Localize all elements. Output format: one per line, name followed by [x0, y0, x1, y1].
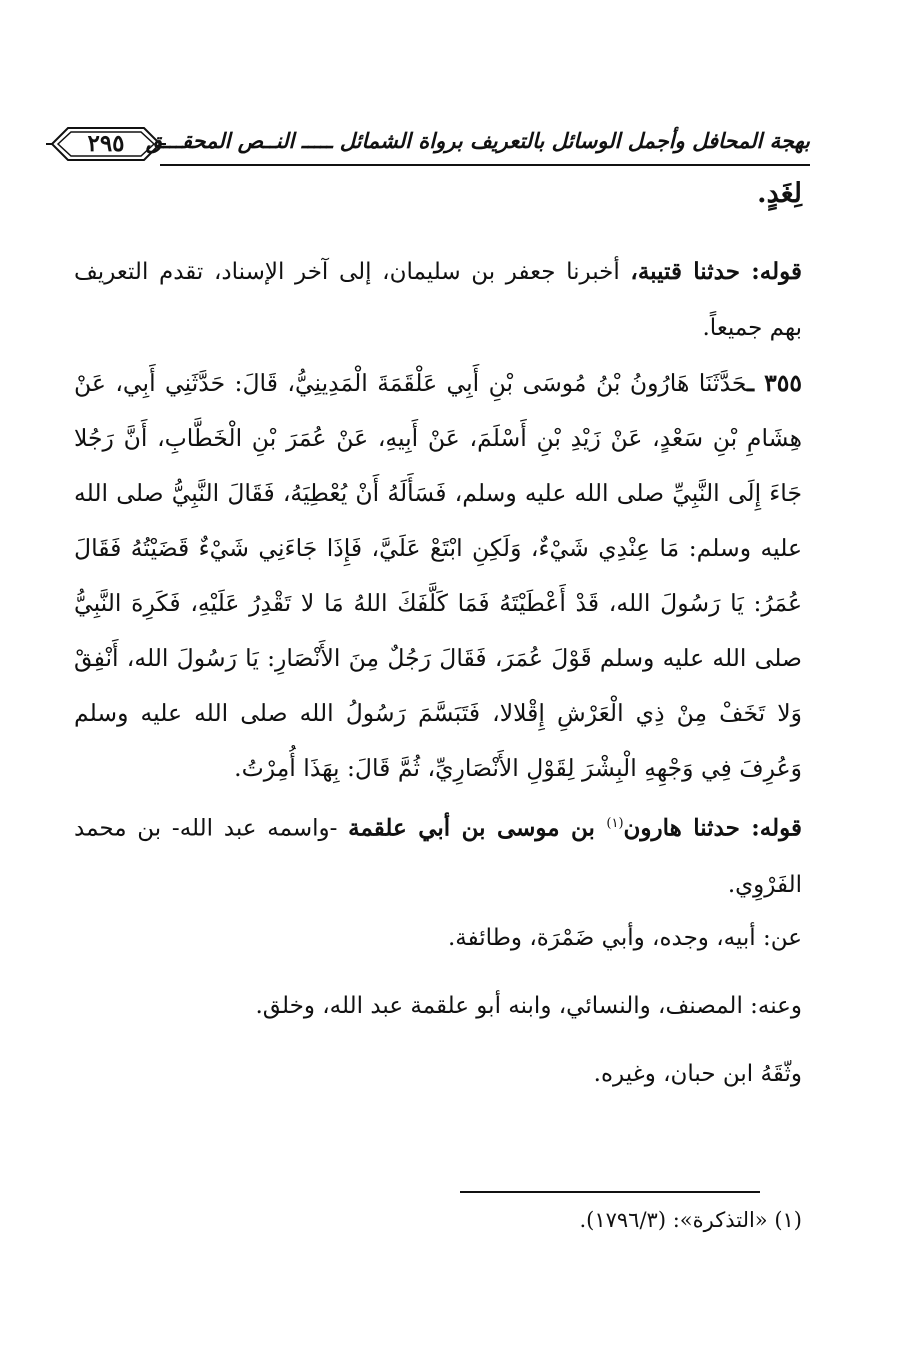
- paragraph-qutayba: [74, 244, 802, 356]
- paragraph-text: وثّقَهُ ابن حبان، وغيره.: [593, 1061, 802, 1087]
- paragraph-label: قوله: حدثنا قتيبة،: [630, 258, 802, 285]
- page-number: ٢٩٥: [87, 130, 125, 157]
- page-header: [40, 120, 810, 172]
- paragraph-students: [74, 978, 802, 1034]
- hadith-text: حَدَّثَنَا هَارُونُ بْنُ مُوسَى بْنِ أَبِي عَلْقَمَةَ الْمَدِينِيُّ، قَالَ: حَدَّثَنِي أَبِي، عَنْ هِشَامِ بْنِ سَعْدٍ، عَنْ زَيْدِ بْنِ أَسْلَمَ، عَنْ أَبِيهِ، عَنْ عُمَرَ بْنِ الْخَطَّابِ، أَنَّ رَجُلا جَاءَ إِلَى النَّبِيِّ صلى الله عليه وسلم، فَسَأَلَهُ أَنْ يُعْطِيَهُ، فَقَالَ النَّبِيُّ صلى الله عليه وسلم: مَا عِنْدِي شَيْءٌ، وَلَكِنِ ابْتَعْ عَلَيَّ، فَإِذَا جَاءَنِي شَيْءٌ قَضَيْتُهُ فَقَالَ عُمَرُ: يَا رَسُولَ الله، قَدْ أَعْطَيْتَهُ فَمَا كَلَّفَكَ اللهُ مَا لا تَقْدِرُ عَلَيْهِ، فَكَرِهَ النَّبِيُّ صلى الله عليه وسلم قَوْلَ عُمَرَ، فَقَالَ رَجُلٌ مِنَ الأَنْصَارِ: يَا رَسُولَ الله، أَنْفِقْ وَلا تَخَفْ مِنْ ذِي الْعَرْشِ إِقْلالا، فَتَبَسَّمَ رَسُولُ الله صلى الله عليه وسلم وَعُرِفَ فِي وَجْهِهِ الْبِشْرَ لِقَوْلِ الأَنْصَارِيِّ، ثُمَّ قَالَ: بِهَذَا أُمِرْتُ.: [74, 369, 802, 782]
- footnote-divider: [460, 1191, 760, 1193]
- paragraph-text: عن: أبيه، وجده، وأبي ضَمْرَة، وطائفة.: [447, 925, 802, 951]
- footnote-ref[interactable]: (١): [606, 816, 624, 831]
- paragraph-teachers: [74, 910, 802, 966]
- paragraph-grading: [74, 1046, 802, 1102]
- paragraph-text: وعنه: المصنف، والنسائي، وابنه أبو علقمة عبد الله، وخلق.: [255, 993, 802, 1019]
- paragraph-text: -واسمه عبد الله- بن محمد الفَرْوِي.: [74, 815, 802, 898]
- paragraph-label-cont: بن موسى بن أبي علقمة: [348, 814, 607, 842]
- hadith-block: [74, 356, 802, 796]
- hadith-number: ٣٥٥ ـ: [747, 369, 802, 397]
- paragraph-haroun: [74, 796, 802, 913]
- footnote: (١) «التذكرة»: (١٧٩٦/٣).: [579, 1208, 802, 1232]
- running-title: بهجة المحافل وأجمل الوسائل بالتعريف برواة الشمائل ـــــ النــص المحقـــق: [145, 128, 810, 153]
- paragraph-text: أخبرنا جعفر بن سليمان، إلى آخر الإسناد، تقدم التعريف بهم جميعاً.: [74, 259, 802, 341]
- paragraph-label: قوله: حدثنا هارون: [623, 814, 802, 842]
- header-divider: [160, 164, 810, 166]
- first-line: لِغَدٍ.: [757, 178, 802, 209]
